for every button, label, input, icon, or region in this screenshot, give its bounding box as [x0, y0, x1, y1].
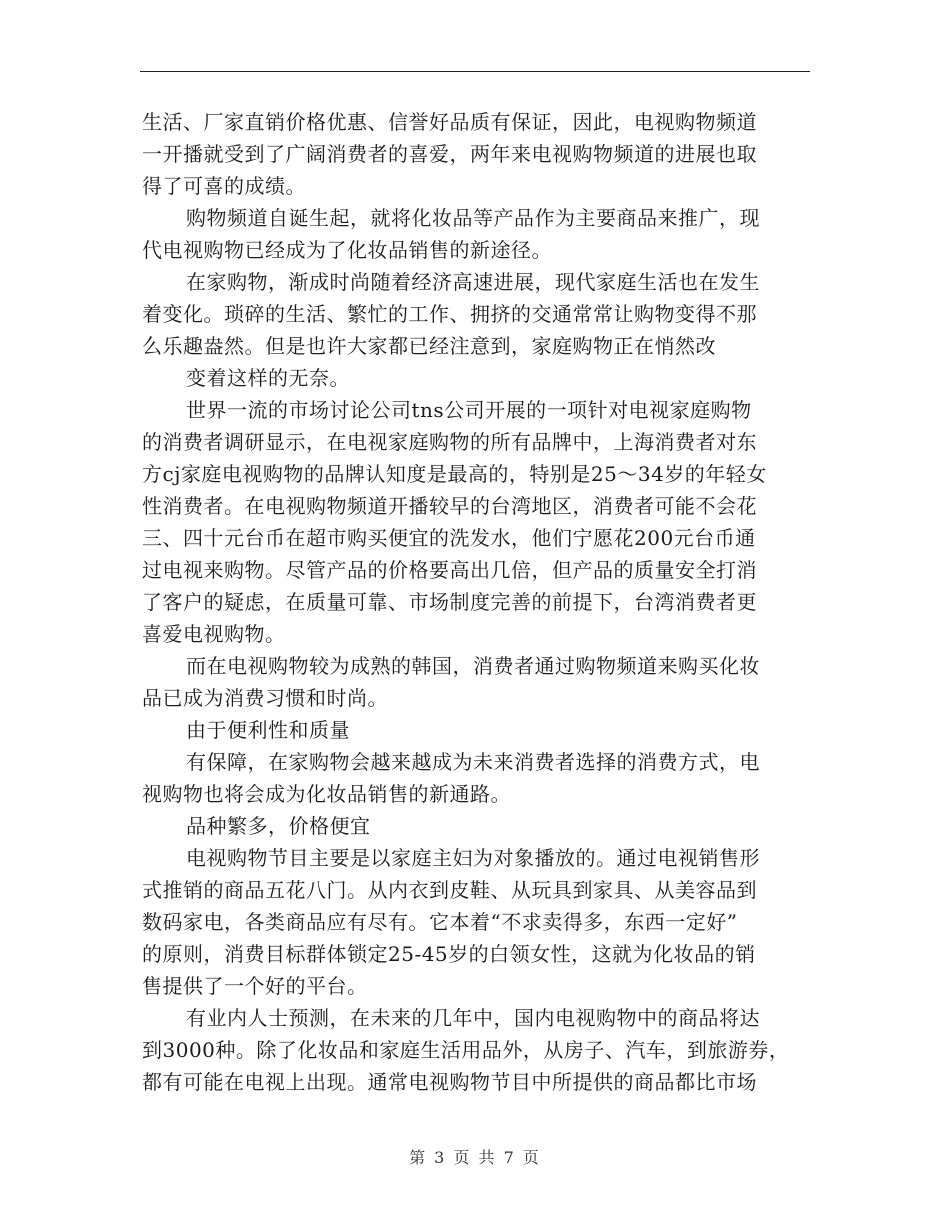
text-line: 电视购物节目主要是以家庭主妇为对象播放的。通过电视销售形 [186, 846, 760, 870]
text-line: 着变化。琐碎的生活、繁忙的工作、拥挤的交通常常让购物变得不那 [142, 302, 757, 326]
text-line: 的消费者调研显示，在电视家庭购物的所有品牌中，上海消费者对东 [142, 430, 757, 454]
text-line: 品种繁多，价格便宜 [186, 814, 371, 838]
text-line: 代电视购物已经成为了化妆品销售的新途径。 [142, 238, 552, 262]
text-line: 售提供了一个好的平台。 [142, 974, 368, 998]
text-line: 性消费者。在电视购物频道开播较早的台湾地区，消费者可能不会花 [142, 494, 757, 518]
text-line: 生活、厂家直销价格优惠、信誉好品质有保证，因此，电视购物频道 [142, 110, 757, 134]
text-line: 而在电视购物较为成熟的韩国，消费者通过购物频道来购买化妆 [186, 654, 760, 678]
text-line: 变着这样的无奈。 [186, 366, 350, 390]
text-line: 式推销的商品五花八门。从内衣到皮鞋、从玩具到家具、从美容品到 [142, 878, 757, 902]
text-line: 喜爱电视购物。 [142, 622, 286, 646]
text-line: 到3000种。除了化妆品和家庭生活用品外，从房子、汽车，到旅游券， [142, 1038, 790, 1062]
text-line: 有保障，在家购物会越来越成为未来消费者选择的消费方式，电 [186, 750, 760, 774]
text-line: 购物频道自诞生起，就将化妆品等产品作为主要商品来推广，现 [186, 206, 760, 230]
text-line: 品已成为消费习惯和时尚。 [142, 686, 388, 710]
text-line: 得了可喜的成绩。 [142, 174, 306, 198]
text-line: 了客户的疑虑，在质量可靠、市场制度完善的前提下，台湾消费者更 [142, 590, 757, 614]
text-line: 的原则，消费目标群体锁定25-45岁的白领女性，这就为化妆品的销 [142, 942, 756, 966]
page-number-footer: 第 3 页 共 7 页 [409, 1148, 541, 1167]
text-line: 么乐趣盎然。但是也许大家都已经注意到，家庭购物正在悄然改 [142, 334, 716, 358]
text-line: 过电视来购物。尽管产品的价格要高出几倍，但产品的质量安全打消 [142, 558, 757, 582]
text-line: 由于便利性和质量 [186, 718, 350, 742]
header-rule [140, 71, 810, 72]
text-line: 三、四十元台币在超市购买便宜的洗发水，他们宁愿花200元台币通 [142, 526, 756, 550]
text-line: 方cj家庭电视购物的品牌认知度是最高的，特别是25～34岁的年轻女 [142, 462, 767, 486]
text-line: 一开播就受到了广阔消费者的喜爱，两年来电视购物频道的进展也取 [142, 142, 757, 166]
text-line: 视购物也将会成为化妆品销售的新通路。 [142, 782, 511, 806]
text-line: 世界一流的市场讨论公司tns公司开展的一项针对电视家庭购物 [186, 398, 752, 422]
text-line: 在家购物，渐成时尚随着经济高速进展，现代家庭生活也在发生 [186, 270, 760, 294]
text-line: 都有可能在电视上出现。通常电视购物节目中所提供的商品都比市场 [142, 1070, 757, 1094]
document-body [142, 106, 810, 1098]
text-line: 数码家电，各类商品应有尽有。它本着“不求卖得多，东西一定好” [142, 910, 738, 934]
text-line: 有业内人士预测，在未来的几年中，国内电视购物中的商品将达 [186, 1006, 760, 1030]
